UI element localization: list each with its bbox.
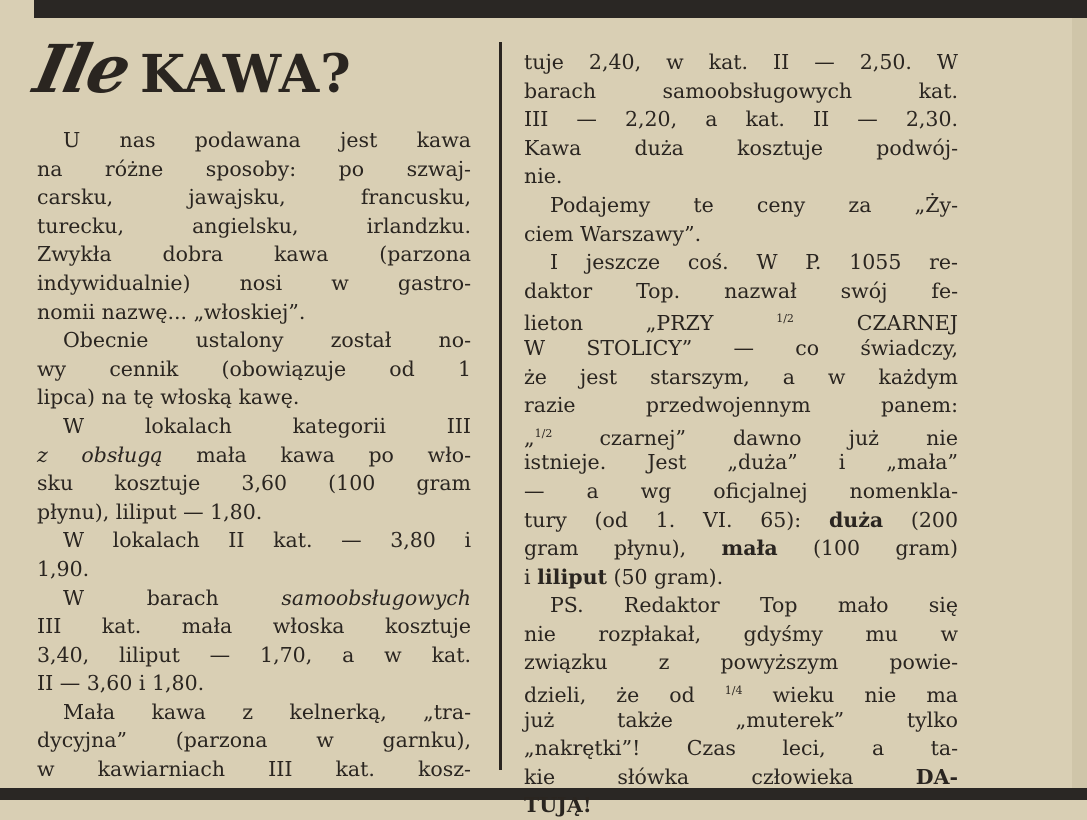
text-line <box>524 477 958 506</box>
text-line <box>524 134 958 163</box>
text-line <box>37 383 471 412</box>
text-run: duża <box>828 507 884 532</box>
text-run: daktor Top. nazwał swój fe- <box>524 278 958 303</box>
article-column-right <box>524 48 958 820</box>
text-line <box>524 448 958 477</box>
text-line <box>524 363 958 392</box>
text-run: I jeszcze coś. W P. 1055 re- <box>550 250 958 275</box>
text-line <box>524 763 958 792</box>
text-run: że jest starszym, a w każdym <box>524 364 958 389</box>
text-run: Zwykła dobra kawa (parzona <box>37 242 471 267</box>
text-line <box>37 498 471 527</box>
text-line <box>37 269 471 298</box>
text-line <box>37 669 471 698</box>
text-line <box>524 706 958 735</box>
text-line <box>524 162 958 191</box>
text-line <box>524 677 958 706</box>
text-line <box>524 334 958 363</box>
headline-script: Ile <box>27 30 137 108</box>
text-run: z obsługą <box>37 442 163 467</box>
text-run: kie słówka człowieka <box>524 764 916 789</box>
text-run: liliput <box>537 564 607 589</box>
text-line <box>37 355 471 384</box>
top-border-bar <box>34 0 1087 18</box>
text-line <box>524 620 958 649</box>
page-edge <box>1072 18 1087 788</box>
text-line <box>37 326 471 355</box>
text-run: tury (od 1. VI. 65): <box>524 507 829 532</box>
text-line <box>524 420 958 449</box>
text-run: dzieli, że od <box>524 682 725 707</box>
text-line <box>524 191 958 220</box>
text-line <box>37 755 471 784</box>
text-run: „nakrętki”! Czas leci, a ta- <box>524 736 958 761</box>
text-run: (200 <box>883 507 958 532</box>
text-run: gram płynu), <box>524 536 722 561</box>
text-run: Obecnie ustalony został no- <box>63 328 471 353</box>
text-run: lieton „PRZY <box>524 311 777 336</box>
text-run: tuje 2,40, w kat. II — 2,50. W <box>524 50 958 74</box>
text-run: 3,40, liliput — 1,70, a w kat. <box>37 642 471 667</box>
fraction: 1/2 <box>776 312 794 326</box>
text-run: turecku, angielsku, irlandzku. <box>37 213 471 238</box>
text-run: W lokalach II kat. — 3,80 i <box>63 528 471 553</box>
text-run: TUJĄ! <box>524 793 592 818</box>
headline <box>27 30 496 120</box>
text-run: lipca) na tę włoską kawę. <box>37 385 300 410</box>
text-run: razie przedwojennym panem: <box>524 393 958 418</box>
headline-caps: KAWA? <box>139 44 352 105</box>
text-line <box>37 584 471 613</box>
text-run: wieku nie ma <box>742 682 959 707</box>
text-run: istnieje. Jest „duża” i „mała” <box>524 450 958 475</box>
text-line <box>37 726 471 755</box>
column-divider <box>499 42 502 770</box>
text-line <box>524 591 958 620</box>
text-line <box>37 126 471 155</box>
text-run: już także „muterek” tylko <box>524 707 958 732</box>
text-line <box>37 698 471 727</box>
text-line <box>37 555 471 584</box>
fraction: 1/4 <box>724 684 743 698</box>
text-run: carsku, jawajsku, francusku, <box>37 185 471 210</box>
text-line <box>524 305 958 334</box>
text-run: 1,90. <box>37 556 90 581</box>
article-column-left <box>37 126 471 784</box>
text-run: W STOLICY” — co świadczy, <box>524 335 958 360</box>
text-run: i <box>524 564 538 589</box>
text-line <box>524 791 958 820</box>
text-run: sku kosztuje 3,60 (100 gram <box>37 471 471 496</box>
text-line <box>37 412 471 441</box>
text-line <box>524 105 958 134</box>
text-run: PS. Redaktor Top mało się <box>550 593 958 618</box>
text-run: związku z powyższym powie- <box>524 650 958 675</box>
text-run: Kawa duża kosztuje podwój- <box>524 135 958 160</box>
text-run: III kat. mała włoska kosztuje <box>37 614 471 639</box>
text-run: W barach <box>63 585 282 610</box>
text-line <box>37 183 471 212</box>
text-run: nie. <box>524 164 563 189</box>
text-run: na różne sposoby: po szwaj- <box>37 156 471 181</box>
text-run: DA- <box>915 764 958 789</box>
text-run: Podajemy te ceny za „Ży- <box>550 192 958 217</box>
text-run: W lokalach kategorii III <box>63 413 471 438</box>
text-line <box>37 469 471 498</box>
text-line <box>524 277 958 306</box>
text-run: „ <box>524 425 535 450</box>
text-line <box>524 220 958 249</box>
text-run: w kawiarniach III kat. kosz- <box>37 757 471 782</box>
text-run: czarnej” dawno już nie <box>552 425 958 450</box>
text-run: (50 gram). <box>606 564 724 589</box>
text-run: mała <box>721 536 778 561</box>
text-line <box>37 641 471 670</box>
text-line <box>37 155 471 184</box>
text-run: indywidualnie) nosi w gastro- <box>37 270 471 295</box>
text-run: II — 3,60 i 1,80. <box>37 671 205 696</box>
text-line <box>524 734 958 763</box>
text-run: U nas podawana jest kawa <box>63 128 471 152</box>
text-line <box>524 77 958 106</box>
text-run: — a wg oficjalnej nomenkla- <box>524 478 958 503</box>
text-run: wy cennik (obowiązuje od 1 <box>37 356 471 381</box>
text-line <box>37 298 471 327</box>
text-line <box>524 534 958 563</box>
text-run: III — 2,20, a kat. II — 2,30. <box>524 107 958 132</box>
text-line <box>37 526 471 555</box>
text-run: barach samoobsługowych kat. <box>524 78 958 103</box>
text-run: dycyjna” (parzona w garnku), <box>37 728 471 753</box>
text-line <box>524 248 958 277</box>
text-line <box>524 48 958 77</box>
text-run: ciem Warszawy”. <box>524 221 702 246</box>
text-run: (100 gram) <box>777 536 958 561</box>
text-line <box>37 612 471 641</box>
text-line <box>524 391 958 420</box>
text-run: mała kawa po wło- <box>162 442 471 467</box>
text-run: nomii nazwę... „włoskiej”. <box>37 299 306 324</box>
text-line <box>37 240 471 269</box>
text-run: nie rozpłakał, gdyśmy mu w <box>524 621 958 646</box>
text-run: Mała kawa z kelnerką, „tra- <box>63 699 471 724</box>
text-run: CZARNEJ <box>793 311 958 336</box>
text-run: płynu), liliput — 1,80. <box>37 499 263 524</box>
text-run: samoobsługowych <box>281 585 471 610</box>
text-line <box>37 212 471 241</box>
fraction: 1/2 <box>534 426 553 440</box>
text-line <box>524 563 958 592</box>
text-line <box>524 648 958 677</box>
text-line <box>37 441 471 470</box>
text-line <box>524 506 958 535</box>
